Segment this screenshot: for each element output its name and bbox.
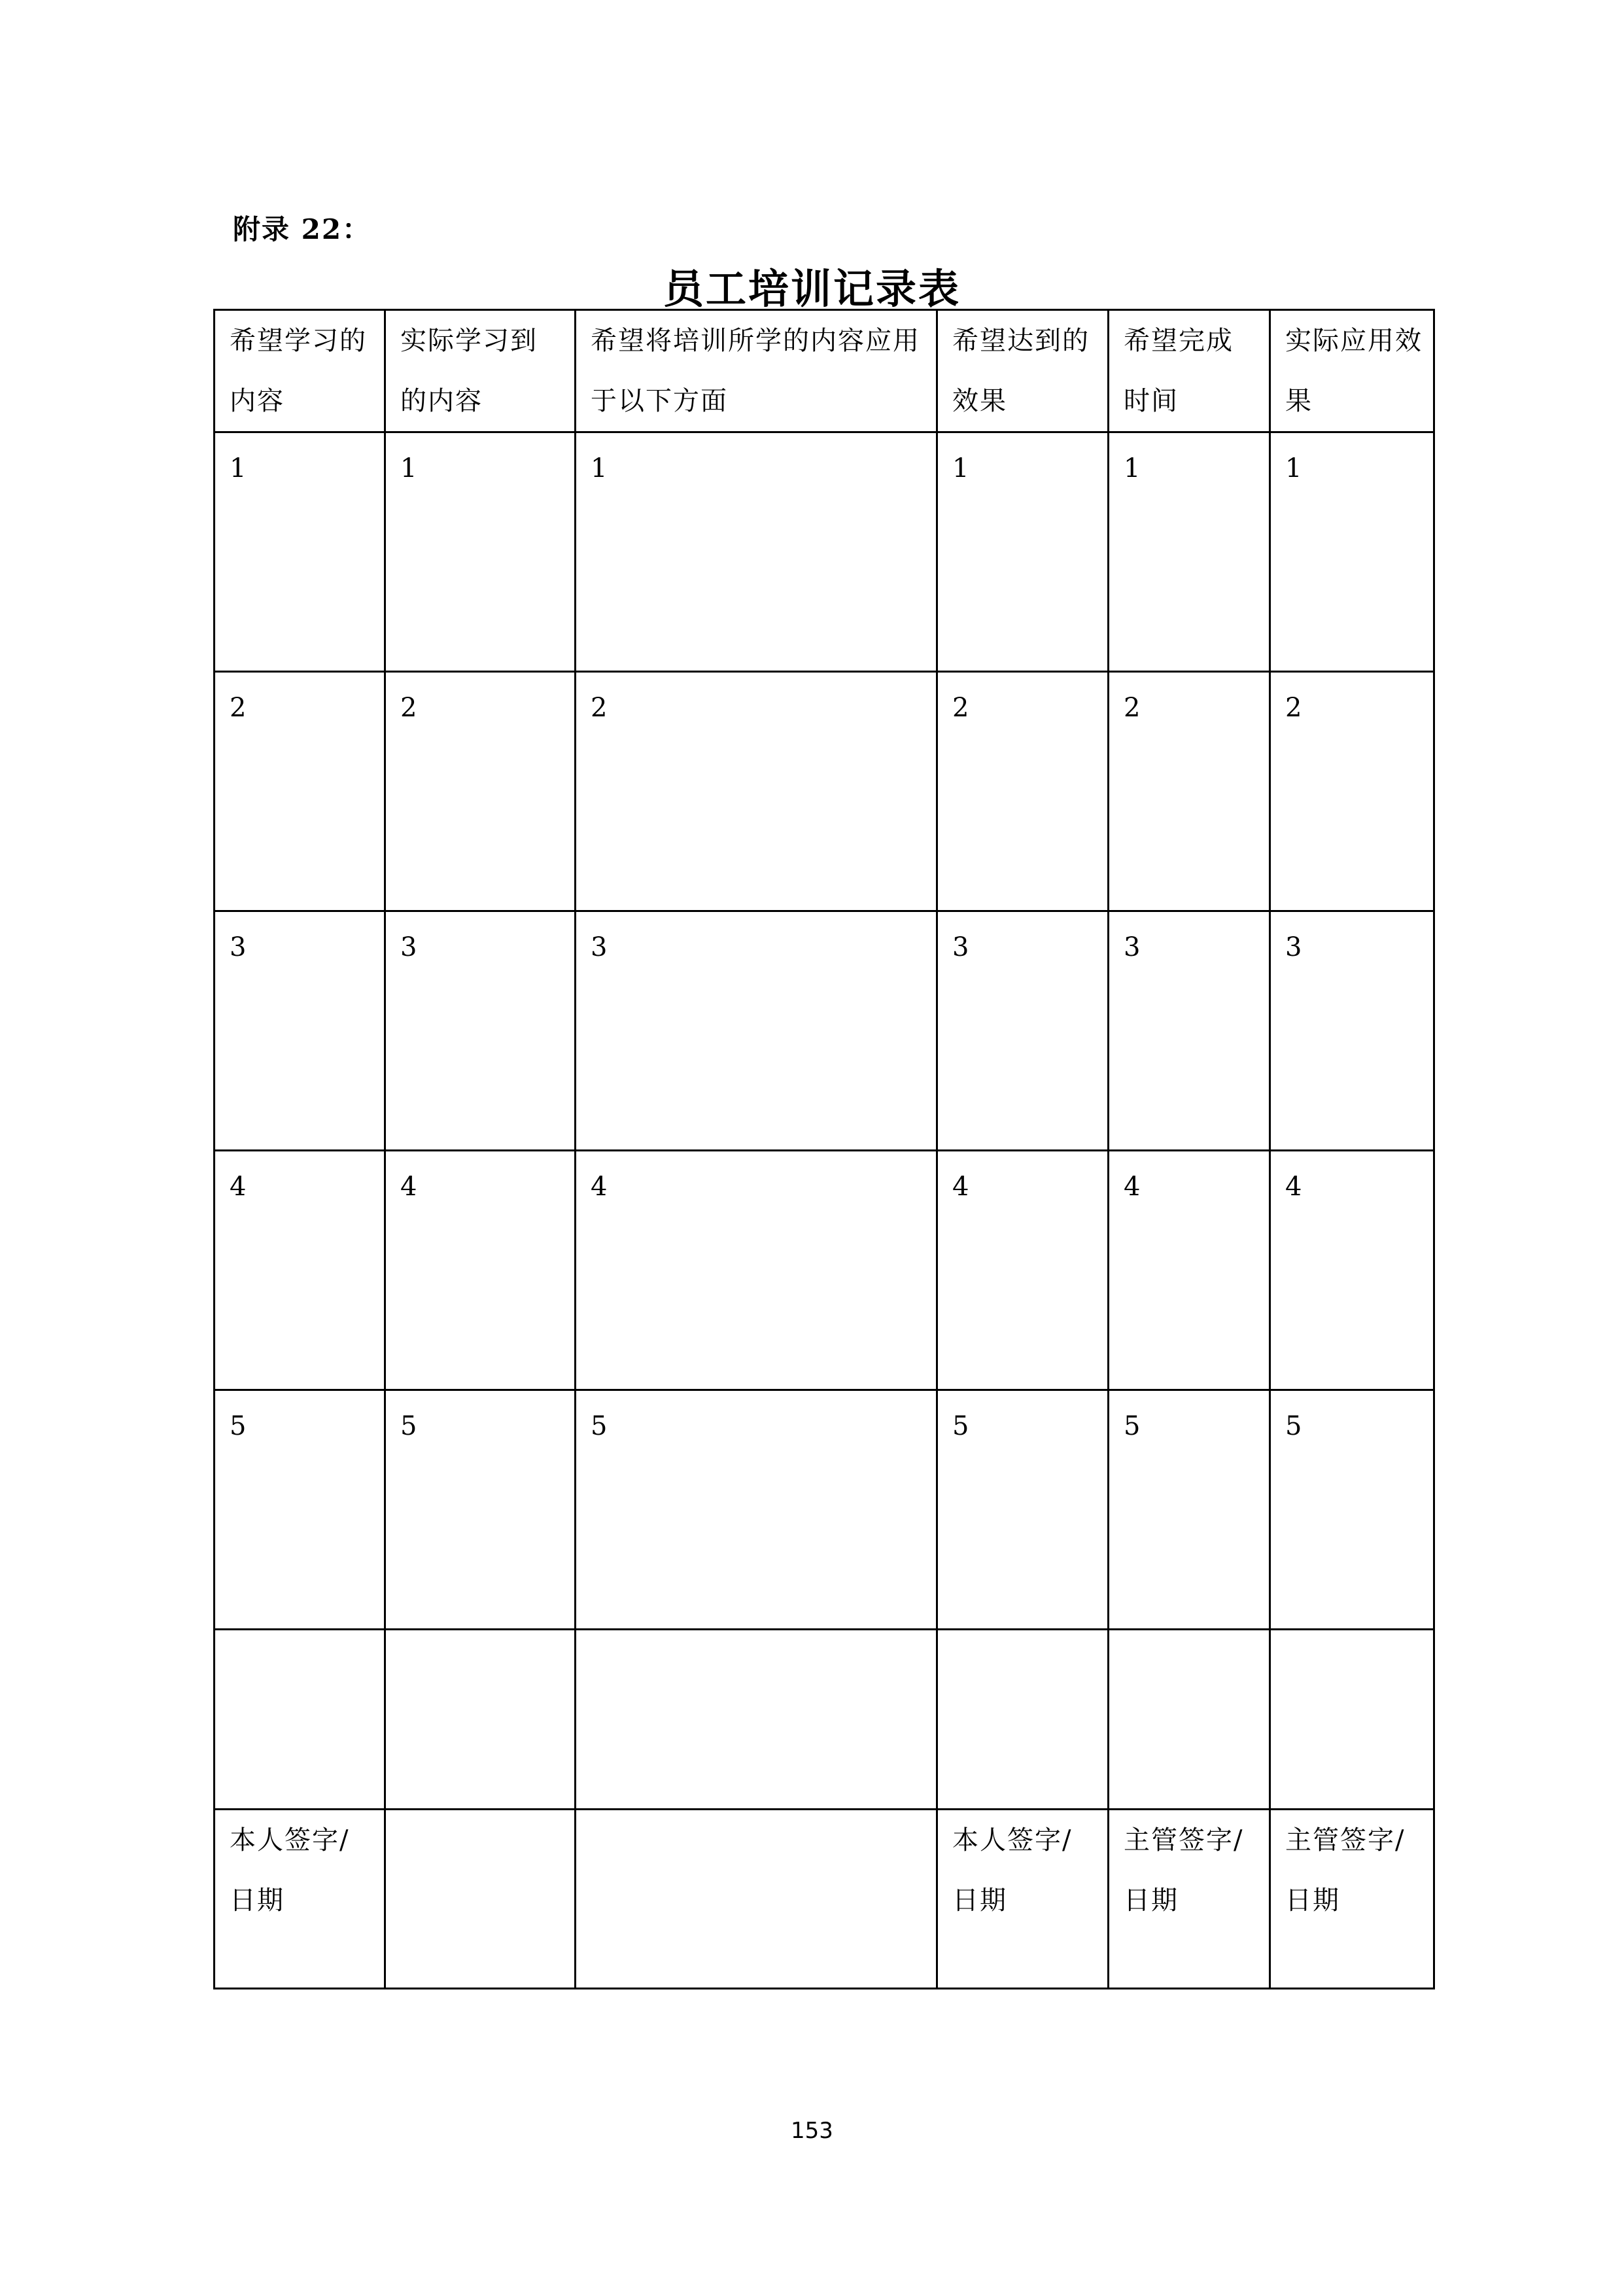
page-number: 153: [791, 2118, 833, 2144]
table-cell[interactable]: 4: [1270, 1151, 1434, 1390]
header-cell: 希望将培训所学的内容应用于以下方面: [576, 310, 937, 432]
table-cell[interactable]: [937, 1630, 1109, 1810]
table-cell[interactable]: 4: [215, 1151, 385, 1390]
table-cell[interactable]: 1: [937, 432, 1109, 672]
table-cell[interactable]: 2: [576, 672, 937, 911]
table-cell[interactable]: 3: [215, 911, 385, 1151]
appendix-label: 附录 22：: [233, 213, 371, 245]
table-cell[interactable]: 3: [385, 911, 576, 1151]
table-row: [215, 1630, 1434, 1810]
signature-cell[interactable]: 主管签字/日期: [1109, 1810, 1270, 1989]
signature-cell[interactable]: 主管签字/日期: [1270, 1810, 1434, 1989]
table-cell[interactable]: 5: [385, 1390, 576, 1630]
table-cell[interactable]: 1: [576, 432, 937, 672]
table-row: [215, 911, 1434, 1151]
table-header-row: [215, 310, 1434, 432]
table-cell[interactable]: 1: [215, 432, 385, 672]
table-cell[interactable]: 2: [1109, 672, 1270, 911]
signature-cell[interactable]: [385, 1810, 576, 1989]
table-cell[interactable]: 3: [1270, 911, 1434, 1151]
signature-row: [215, 1810, 1434, 1989]
page-title: 员工培训记录表: [663, 265, 961, 313]
table-cell[interactable]: [1109, 1630, 1270, 1810]
table-row: [215, 1390, 1434, 1630]
table-cell[interactable]: 5: [215, 1390, 385, 1630]
table-cell[interactable]: 2: [1270, 672, 1434, 911]
table-cell[interactable]: [215, 1630, 385, 1810]
table-cell[interactable]: 2: [937, 672, 1109, 911]
table-cell[interactable]: 1: [1109, 432, 1270, 672]
signature-cell[interactable]: 本人签字/日期: [215, 1810, 385, 1989]
table-cell[interactable]: 4: [385, 1151, 576, 1390]
table-cell[interactable]: 4: [1109, 1151, 1270, 1390]
signature-cell[interactable]: [576, 1810, 937, 1989]
header-cell: 希望达到的效果: [937, 310, 1109, 432]
table-cell[interactable]: [1270, 1630, 1434, 1810]
table-cell[interactable]: 5: [576, 1390, 937, 1630]
header-cell: 希望完成时间: [1109, 310, 1270, 432]
table-cell[interactable]: 5: [1109, 1390, 1270, 1630]
table-cell[interactable]: 3: [576, 911, 937, 1151]
table-cell[interactable]: 1: [1270, 432, 1434, 672]
table-cell[interactable]: 2: [385, 672, 576, 911]
table-cell[interactable]: [385, 1630, 576, 1810]
table-cell[interactable]: 5: [937, 1390, 1109, 1630]
header-cell: 实际应用效果: [1270, 310, 1434, 432]
table-cell[interactable]: 3: [937, 911, 1109, 1151]
table-row: [215, 672, 1434, 911]
header-cell: 实际学习到的内容: [385, 310, 576, 432]
header-cell: 希望学习的内容: [215, 310, 385, 432]
table-row: [215, 432, 1434, 672]
table-cell[interactable]: 3: [1109, 911, 1270, 1151]
table-cell[interactable]: 5: [1270, 1390, 1434, 1630]
table-cell[interactable]: 1: [385, 432, 576, 672]
training-record-table: [213, 309, 1435, 1989]
table-row: [215, 1151, 1434, 1390]
table-cell[interactable]: 2: [215, 672, 385, 911]
signature-cell[interactable]: 本人签字/日期: [937, 1810, 1109, 1989]
table-cell[interactable]: 4: [937, 1151, 1109, 1390]
table-cell[interactable]: [576, 1630, 937, 1810]
table-cell[interactable]: 4: [576, 1151, 937, 1390]
